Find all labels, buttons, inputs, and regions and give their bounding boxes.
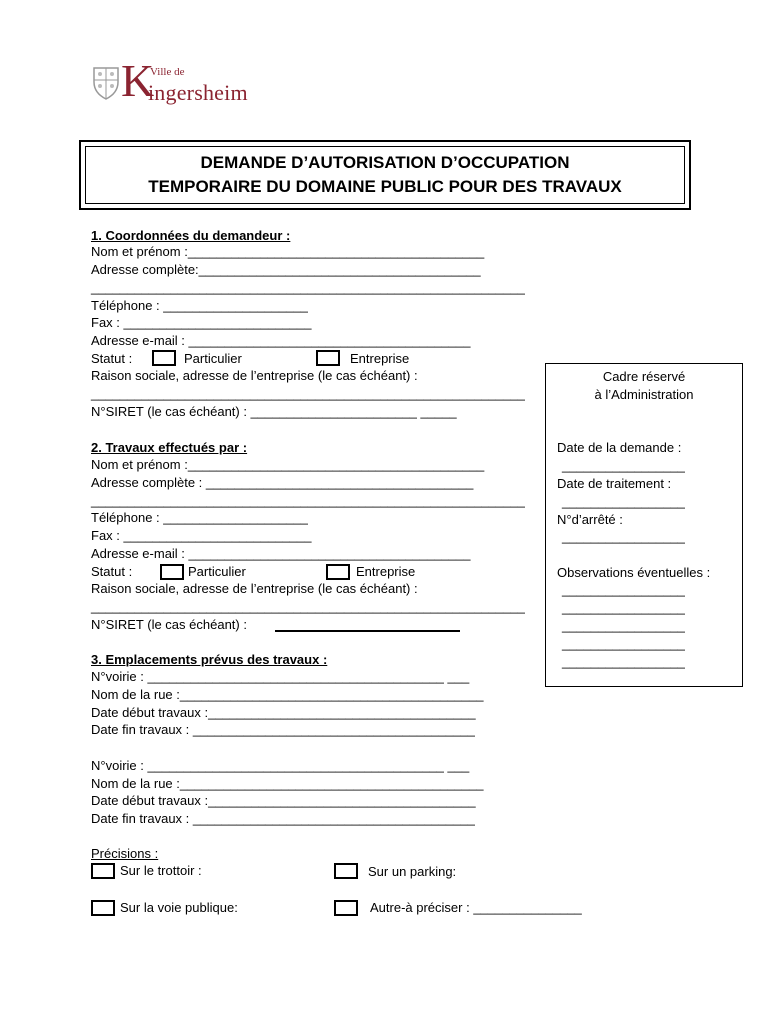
- s3-fin-2-field[interactable]: Date fin travaux : _______________________________________: [91, 811, 475, 826]
- admin-observation-line-4[interactable]: _________________: [562, 636, 685, 651]
- s2-fax-field[interactable]: Fax : __________________________: [91, 528, 312, 543]
- s2-particulier-label: Particulier: [188, 564, 246, 579]
- s3-voirie-1-field[interactable]: N°voirie : _________________________________________ ___: [91, 669, 470, 684]
- admin-date-traitement-label: Date de traitement :: [557, 476, 672, 491]
- admin-arrete-line[interactable]: _________________: [562, 529, 685, 544]
- admin-date-demande-line[interactable]: _________________: [562, 458, 685, 473]
- s1-particulier-label: Particulier: [184, 351, 242, 366]
- s2-siret-input-line[interactable]: [275, 630, 460, 632]
- logo-city-name: ingersheim: [148, 80, 248, 105]
- s2-entreprise-checkbox[interactable]: [326, 564, 350, 580]
- admin-date-traitement-line[interactable]: _________________: [562, 494, 685, 509]
- s1-siret-field[interactable]: N°SIRET (le cas échéant) : _______________________ _____: [91, 404, 457, 419]
- s1-raison-line[interactable]: ____________________________________________________________: [91, 386, 525, 401]
- s3-fin-1-field[interactable]: Date fin travaux : _______________________________________: [91, 722, 475, 737]
- title-box-inner: [85, 146, 685, 204]
- s2-raison-label: Raison sociale, adresse de l’entreprise (le cas échéant) :: [91, 581, 418, 596]
- parking-checkbox[interactable]: [334, 863, 358, 879]
- admin-title-line-1: Cadre réservé: [602, 369, 686, 384]
- s1-fax-field[interactable]: Fax : __________________________: [91, 315, 312, 330]
- s2-email-field[interactable]: Adresse e-mail : _______________________________________: [91, 546, 471, 561]
- admin-observation-line-5[interactable]: _________________: [562, 654, 685, 669]
- section-1-heading: 1. Coordonnées du demandeur :: [91, 228, 291, 243]
- s2-telephone-field[interactable]: Téléphone : ____________________: [91, 510, 308, 525]
- voie-publique-checkbox[interactable]: [91, 900, 115, 916]
- trottoir-checkbox[interactable]: [91, 863, 115, 879]
- admin-date-demande-label: Date de la demande :: [557, 440, 682, 455]
- coat-of-arms-icon: [92, 66, 120, 100]
- logo-initial: K: [121, 55, 155, 106]
- s1-adresse-field[interactable]: Adresse complète:_______________________________________: [91, 262, 481, 277]
- s1-statut-label: Statut :: [91, 351, 133, 366]
- s1-entreprise-label: Entreprise: [350, 351, 410, 366]
- s3-rue-2-field[interactable]: Nom de la rue :__________________________________________: [91, 776, 484, 791]
- section-3-heading: 3. Emplacements prévus des travaux :: [91, 652, 328, 667]
- admin-reserved-box: [545, 363, 743, 687]
- logo-ville-text: Ville de: [150, 66, 185, 78]
- s3-debut-2-field[interactable]: Date début travaux :_____________________________________: [91, 793, 476, 808]
- s1-telephone-field[interactable]: Téléphone : ____________________: [91, 298, 308, 313]
- s1-raison-label: Raison sociale, adresse de l’entreprise (le cas échéant) :: [91, 368, 418, 383]
- s1-entreprise-checkbox[interactable]: [316, 350, 340, 366]
- document-title-line-1: DEMANDE D’AUTORISATION D’OCCUPATION: [200, 153, 570, 172]
- s2-adresse-field[interactable]: Adresse complète : _____________________________________: [91, 475, 474, 490]
- section-2-heading: 2. Travaux effectués par :: [91, 440, 248, 455]
- s1-adresse-line-2[interactable]: ____________________________________________________________: [91, 280, 525, 295]
- parking-label: Sur un parking:: [368, 864, 457, 879]
- admin-observations-label: Observations éventuelles :: [557, 565, 711, 580]
- s2-nom-field[interactable]: Nom et prénom :_________________________________________: [91, 457, 485, 472]
- admin-arrete-label: N°d’arrêté :: [557, 512, 623, 527]
- title-box: [79, 140, 691, 210]
- admin-observation-line-1[interactable]: _________________: [562, 582, 685, 597]
- s3-debut-1-field[interactable]: Date début travaux :_____________________________________: [91, 705, 476, 720]
- s2-statut-label: Statut :: [91, 564, 133, 579]
- s3-rue-1-field[interactable]: Nom de la rue :__________________________________________: [91, 687, 484, 702]
- precisions-heading: Précisions :: [91, 846, 159, 861]
- autre-field[interactable]: Autre-à préciser : _______________: [370, 900, 582, 915]
- admin-title-line-2: à l’Administration: [594, 387, 694, 402]
- admin-observation-line-3[interactable]: _________________: [562, 618, 685, 633]
- s1-email-field[interactable]: Adresse e-mail : _______________________________________: [91, 333, 471, 348]
- s2-particulier-checkbox[interactable]: [160, 564, 184, 580]
- s1-particulier-checkbox[interactable]: [152, 350, 176, 366]
- autre-checkbox[interactable]: [334, 900, 358, 916]
- s2-adresse-line-2[interactable]: ____________________________________________________________: [91, 493, 525, 508]
- s2-raison-line[interactable]: ____________________________________________________________: [91, 599, 525, 614]
- document-title-line-2: TEMPORAIRE DU DOMAINE PUBLIC POUR DES TRAVAUX: [148, 177, 622, 196]
- admin-observation-line-2[interactable]: _________________: [562, 600, 685, 615]
- trottoir-label: Sur le trottoir :: [120, 863, 202, 878]
- s3-voirie-2-field[interactable]: N°voirie : _________________________________________ ___: [91, 758, 470, 773]
- s2-siret-label: N°SIRET (le cas échéant) :: [91, 617, 247, 632]
- s1-nom-field[interactable]: Nom et prénom :_________________________________________: [91, 244, 485, 259]
- s2-entreprise-label: Entreprise: [356, 564, 416, 579]
- voie-publique-label: Sur la voie publique:: [120, 900, 238, 915]
